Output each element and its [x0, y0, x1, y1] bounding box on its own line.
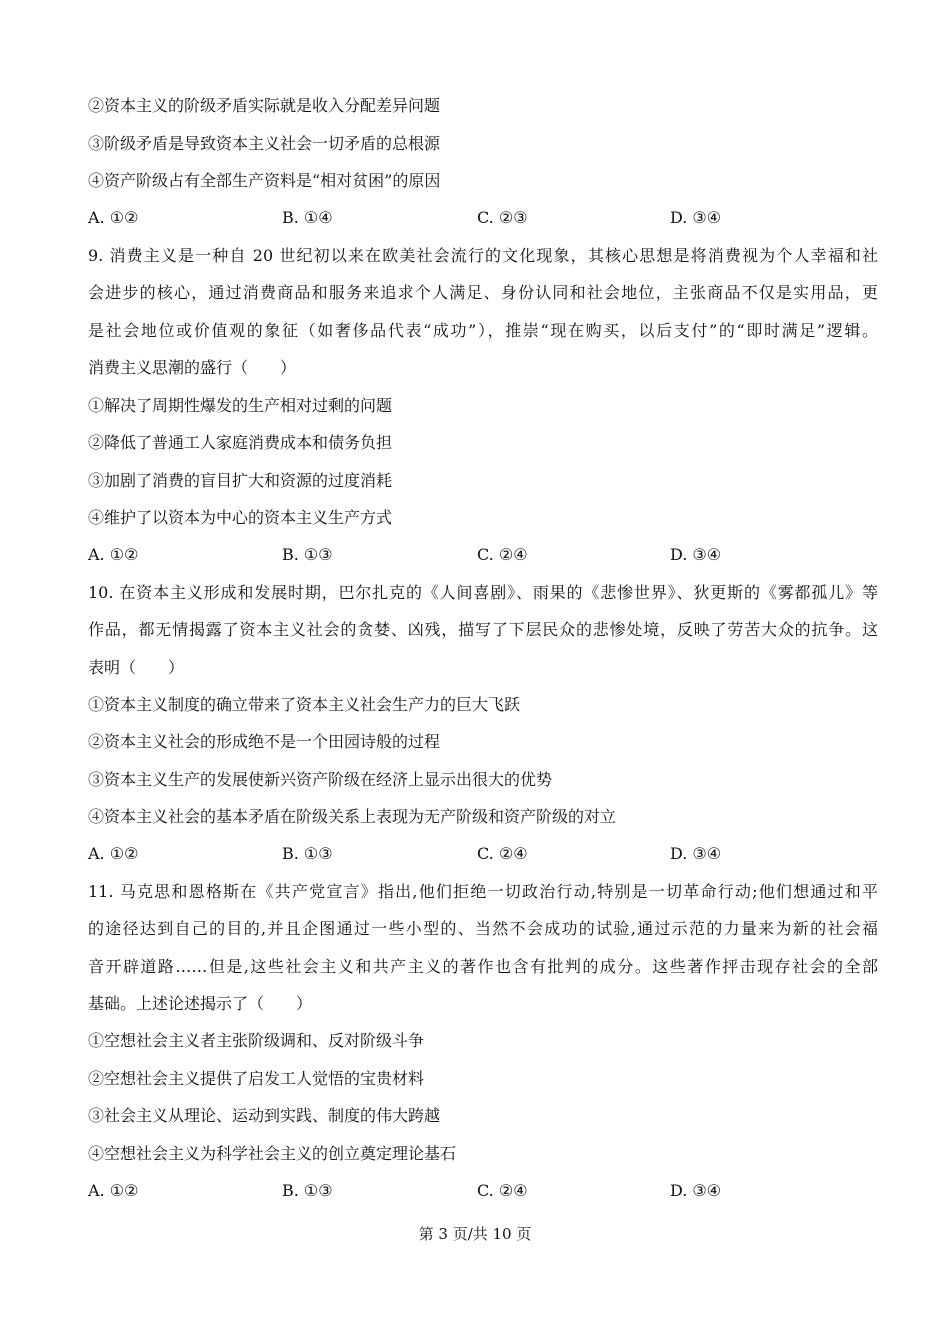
option-item: ②降低了普通工人家庭消费成本和债务负担 [88, 433, 393, 452]
option-item: ③资本主义生产的发展使新兴资产阶级在经济上显示出很大的优势 [88, 770, 553, 789]
answer-choices [88, 208, 878, 228]
option-item: ④资产阶级占有全部生产资料是“相对贫困”的原因 [88, 171, 441, 190]
question-9-stem: 消费主义思潮的盛行（ ） [88, 358, 297, 377]
question-10-stem: 表明（ ） [88, 658, 185, 677]
option-item: ②空想社会主义提供了启发工人觉悟的宝贵材料 [88, 1069, 425, 1088]
question-11-stem: 11. 马克思和恩格斯在《共产党宣言》指出,他们拒绝一切政治行动,特别是一切革命行动;他们想通过和平 [88, 882, 878, 901]
option-item: ②资本主义的阶级矛盾实际就是收入分配差异问题 [88, 96, 441, 115]
question-11-stem: 基础。上述论述揭示了（ ） [88, 994, 313, 1013]
question-10-stem: 10. 在资本主义形成和发展时期，巴尔扎克的《人间喜剧》、雨果的《悲惨世界》、狄更斯的《雾都孤儿》等 [88, 583, 878, 602]
choice-d: D. ③④ [670, 545, 722, 564]
question-11-stem: 的途径达到自己的目的,并且企图通过一些小型的、当然不会成功的试验,通过示范的力量来为新的社会福 [88, 919, 878, 938]
choice-b: B. ①③ [282, 1181, 333, 1200]
choice-a: A. ①② [88, 1181, 139, 1200]
option-item: ③加剧了消费的盲目扩大和资源的过度消耗 [88, 471, 393, 490]
question-11-stem: 音开辟道路……但是,这些社会主义和共产主义的著作也含有批判的成分。这些著作抨击现存社会的全部 [88, 957, 878, 976]
choice-b: B. ①④ [282, 208, 333, 227]
choice-b: B. ①③ [282, 844, 333, 863]
choice-b: B. ①③ [282, 545, 333, 564]
option-item: ①资本主义制度的确立带来了资本主义社会生产力的巨大飞跃 [88, 695, 521, 714]
option-item: ④空想社会主义为科学社会主义的创立奠定理论基石 [88, 1144, 457, 1163]
question-9-stem: 是社会地位或价值观的象征（如奢侈品代表“成功”），推崇“现在购买，以后支付”的“即时满足”逻辑。 [88, 321, 878, 340]
page-number: 第 3 页/共 10 页 [418, 1225, 532, 1243]
option-item: ③社会主义从理论、运动到实践、制度的伟大跨越 [88, 1106, 441, 1125]
answer-choices [88, 545, 878, 565]
choice-c: C. ②④ [477, 545, 528, 564]
answer-choices [88, 1181, 878, 1201]
choice-a: A. ①② [88, 844, 139, 863]
choice-c: C. ②④ [477, 844, 528, 863]
choice-c: C. ②④ [477, 1181, 528, 1200]
question-9-stem: 会进步的核心，通过消费商品和服务来追求个人满足、身份认同和社会地位，主张商品不仅是实用品，更 [88, 283, 878, 302]
option-item: ①空想社会主义者主张阶级调和、反对阶级斗争 [88, 1031, 425, 1050]
choice-a: A. ①② [88, 545, 139, 564]
question-10-stem: 作品，都无情揭露了资本主义社会的贪婪、凶残，描写了下层民众的悲惨处境，反映了劳苦大众的抗争。这 [88, 620, 878, 639]
option-item: ④资本主义社会的基本矛盾在阶级关系上表现为无产阶级和资产阶级的对立 [88, 807, 617, 826]
choice-d: D. ③④ [670, 1181, 722, 1200]
question-9-stem: 9. 消费主义是一种自 20 世纪初以来在欧美社会流行的文化现象，其核心思想是将消费视为个人幸福和社 [88, 246, 878, 265]
option-item: ①解决了周期性爆发的生产相对过剩的问题 [88, 396, 393, 415]
choice-a: A. ①② [88, 208, 139, 227]
choice-d: D. ③④ [670, 844, 722, 863]
option-item: ②资本主义社会的形成绝不是一个田园诗般的过程 [88, 732, 441, 751]
option-item: ④维护了以资本为中心的资本主义生产方式 [88, 508, 393, 527]
choice-d: D. ③④ [670, 208, 722, 227]
choice-c: C. ②③ [477, 208, 528, 227]
option-item: ③阶级矛盾是导致资本主义社会一切矛盾的总根源 [88, 134, 441, 153]
answer-choices [88, 844, 878, 864]
